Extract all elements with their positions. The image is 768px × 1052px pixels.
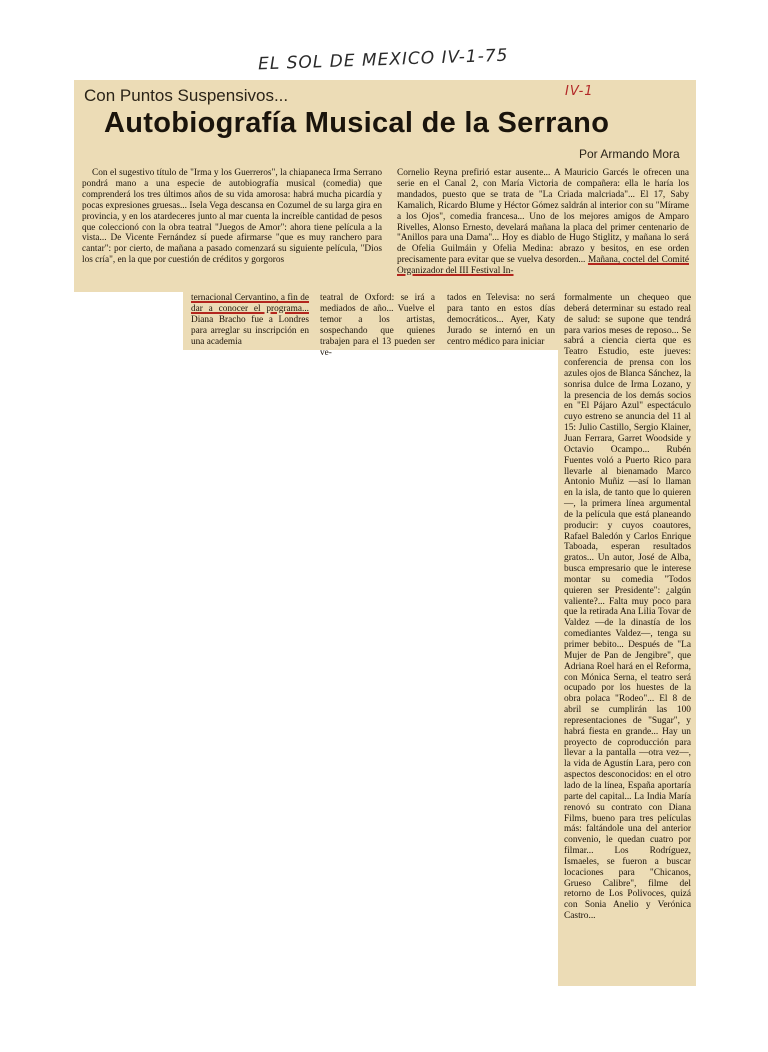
article-column-top-left: Con el sugestivo título de "Irma y los Guerreros", la chiapaneca Irma Serrano pondrá mano a una especie de autobiografía musical (comedia) que comprenderá los tres últimos años de su vida amorosa: habrá mucha picardía y pocas expresiones gruesas... Isela Vega descansa en Cozumel de su larga gira en provincia, y en los atardeceres junto al mar cuenta la increíble cantidad de pesos que coleccionó con la obra teatral "Juegos de Amor": ahora tiene película a la vista... De Vicente Fernández sí puede afirmarse "que es muy ranchero para cantar": por cierto, de mañana a pasado comenzará su siguiente película, "Dios los cría", en la que por cuestión de créditos y gorgoros	[82, 168, 382, 266]
article-column-strip-3: tados en Televisa: no será para tanto en estos días democráticos... Ayer, Katy Jurado se internó en un centro médico para iniciar	[447, 293, 555, 347]
kicker: Con Puntos Suspensivos...	[84, 86, 289, 105]
article-column-strip-2: teatral de Oxford: se irá a mediados de año... Vuelve el temor a los artistas, sospechando que quienes trabajen para el 13 pueden ser ve-	[320, 293, 435, 358]
article-column-long: formalmente un chequeo que deberá determinar su estado real de salud: se supone que tendrá para varios meses de reposo... Se sabrá a ciencia cierta que es Teatro Estudio, este jueves: conferencia de prensa con los azules ojos de Blanca Sánchez, la sonrisa dulce de Irma Lozano, y la presencia de los demás socios en "El Pájaro Azul" espectáculo cuyo estreno se anuncia del 11 al 15: Julio Castillo, Sergio Klainer, Juan Ferrara, Garret Woodside y Octavio Ocampo... Rubén Fuentes voló a Puerto Rico para llevarle al bienamado Marco Antonio Muñiz —así lo llaman en la isla, de tanto que lo quieren—, la primera línea argumental de la película que está planeando producir: y cuyos coautores, Rafael Baledón y Carlos Enrique Taboada, esperan resultados gratos... Un autor, José de Alba, busca empresario que le interese montar su comedia "Todos quieren ser Presidente": ¿algún valiente?... Falta muy poco para que la retirada Ana Lilia Tovar de Valdez —de la dinastía de los comediantes Valdez—, tenga su primer bebito... Después de "La Mujer de Pan de Jengibre", que Adriana Roel hará en el Reforma, con Mónica Serna, el teatro será ocupado por los huestes de la obra polaca "Rodeo"... El 8 de abril se cumplirán las 100 representaciones de "Sugar", y habrá fiesta en grande... Hay un proyecto de coproducción para llevar a la pantalla —otra vez—, la vida de Agustín Lara, pero con aspectos desconocidos: en el otro lado de la línea, España aportaría parte del capital... La India María renovó su contrato con Diana Films, bueno para tres películas más: faltándole una del anterior convenio, le quedan cuatro por filmar... Los Rodríguez, Ismaeles, se fueron a buscar locaciones para "Chicanos, Grueso Calibre", filme del retorno de Los Polivoces, quizá con Sonia Anelio y Verónica Castro...	[564, 293, 691, 922]
underlined-cervantino-text: ternacional Cervantino, a fin de dar a conocer el programa...	[191, 293, 309, 314]
strip-1-text: Diana Bracho fue a Londres para arreglar su inscripción en una academia	[191, 314, 309, 347]
article-column-top-right	[397, 168, 689, 286]
article-column-strip-1	[191, 293, 309, 347]
date-handwritten-note: IV-1	[565, 84, 594, 99]
top-right-text: Cornelio Reyna prefirió estar ausente... A Mauricio Garcés le ofrecen una serie en el Canal 2, con María Victoria de compañera: ella le haría los mandados, puesto que se trata de "La Criada malcriada"... El 17, Saby Kamalich, Ricardo Blume y Héctor Gómez saldrán al interior con su "Mírame a los Ojos", comedia francesa... Uno de los mejores amigos de Amparo Rivelles, Alonso Ernesto, develará mañana la placa del primer centenario de "Anillos para una Dama"... Hoy es diablo de Hugo Stiglitz, y mañana lo será de Ofelia Guilmáin y Ofelia Medina: abrazo y besitos, en ese orden precisamente para evitar que se vuelva desorden...	[397, 168, 689, 266]
underlined-festival-text: Mañana, coctel del Comité Organizador del III Festival In-	[397, 255, 689, 277]
source-handwritten-note: EL SOL DE MEXICO IV-1-75	[257, 45, 509, 75]
byline: Por Armando Mora	[579, 147, 680, 161]
headline: Autobiografía Musical de la Serrano	[104, 107, 610, 139]
